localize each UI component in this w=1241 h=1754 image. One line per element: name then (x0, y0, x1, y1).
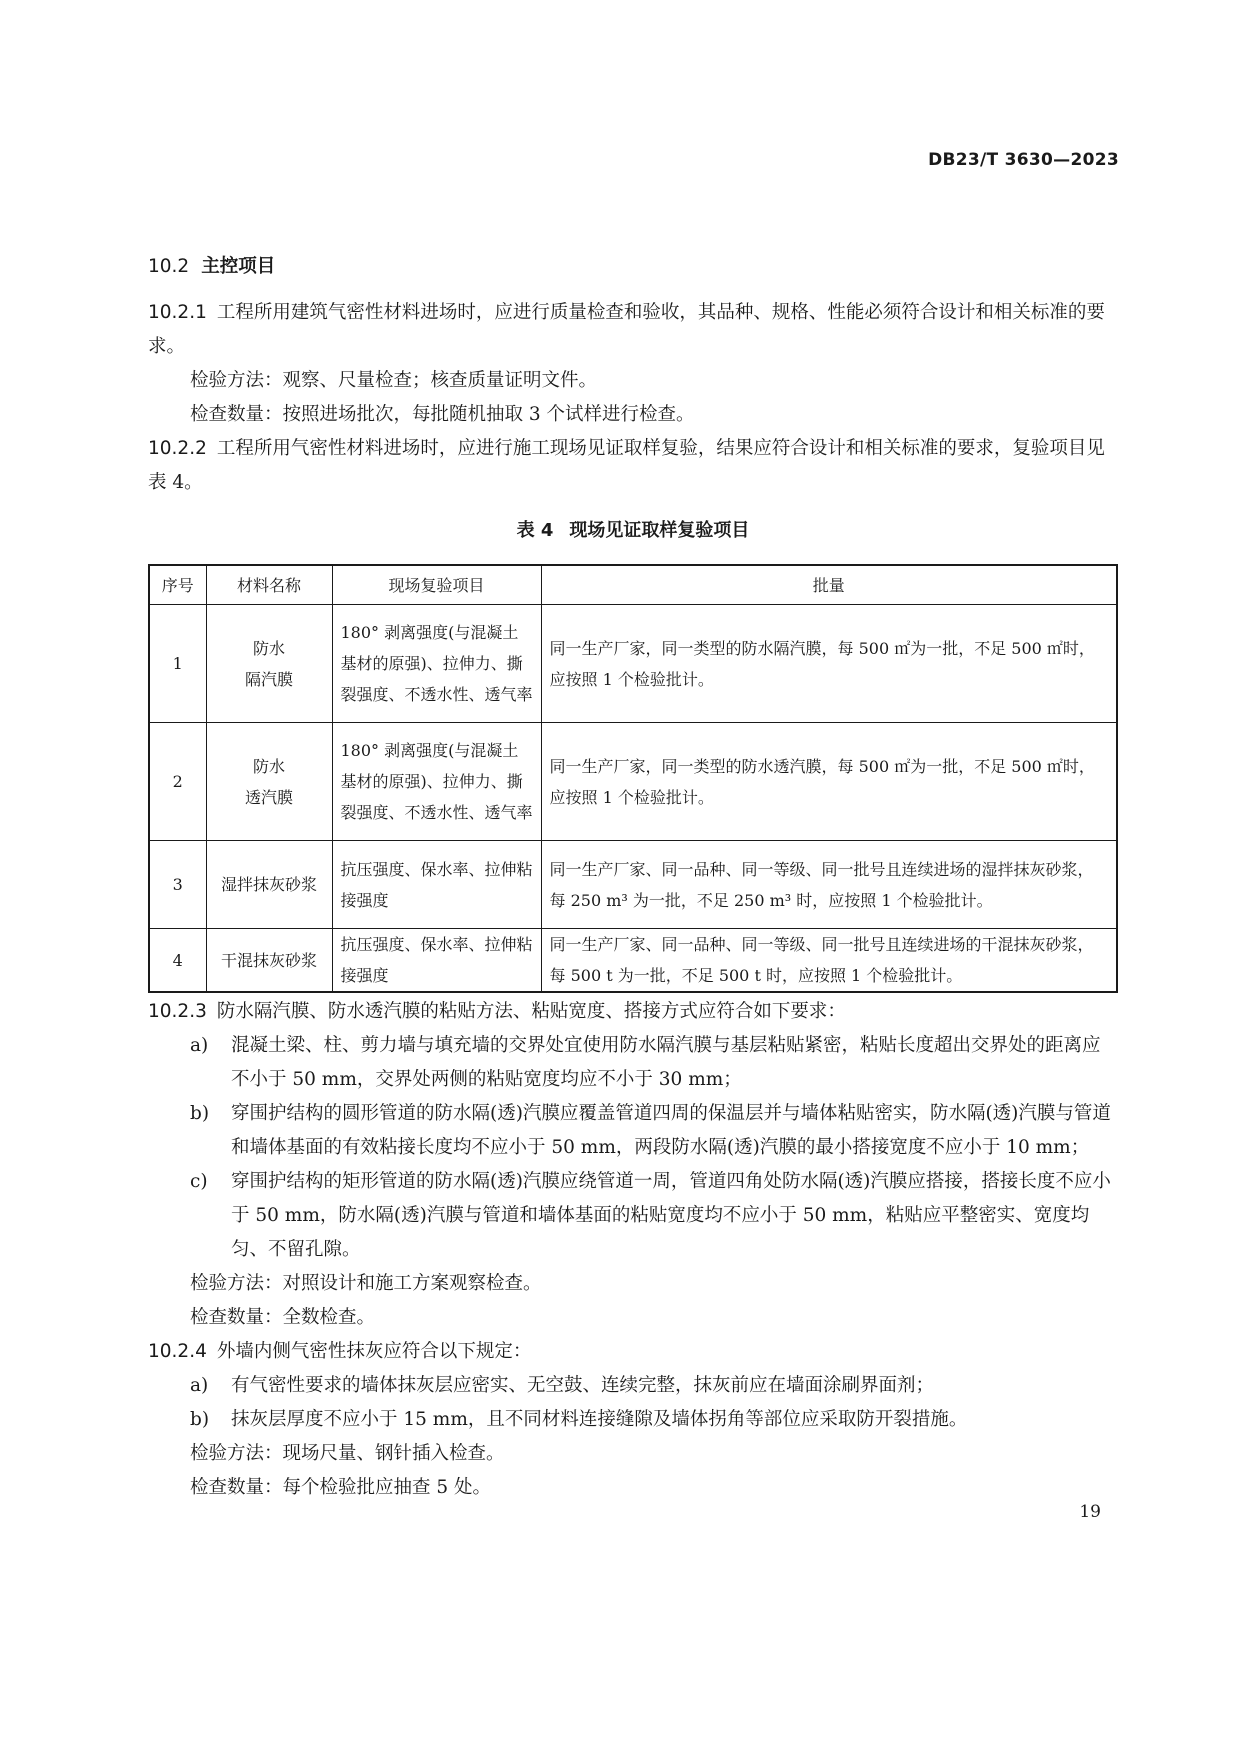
inspection-quantity: 检查数量：每个检验批应抽查 5 处。 (190, 1477, 492, 1498)
document-code: DB23/T 3630—2023 (928, 150, 1119, 170)
list-item (148, 1369, 1118, 1403)
table-row (149, 605, 1117, 723)
row-number: 4 (149, 929, 206, 993)
page-content (148, 250, 1118, 1505)
batch-rule: 同一生产厂家、同一品种、同一等级、同一批号且连续进场的干混抹灰砂浆，每 500 t 为一批，不足 500 t 时，应按照 1 个检验批计。 (541, 929, 1117, 993)
clause-number: 10.2.2 (148, 438, 207, 459)
list-item (148, 1165, 1118, 1267)
table-row (149, 723, 1117, 841)
batch-rule: 同一生产厂家，同一类型的防水隔汽膜，每 500 ㎡为一批，不足 500 ㎡时，应按照 1 个检验批计。 (541, 605, 1117, 723)
inspection-quantity: 检查数量：全数检查。 (190, 1307, 376, 1328)
retest-items-table (148, 564, 1118, 993)
row-number: 2 (149, 723, 206, 841)
list-item (148, 1029, 1118, 1097)
table-header-row (149, 565, 1117, 605)
list-marker: a) (190, 1035, 209, 1056)
section-number: 10.2 (148, 256, 190, 277)
list-marker: b) (190, 1103, 210, 1124)
clause-10-2-4 (148, 1335, 1118, 1369)
list-marker: b) (190, 1409, 210, 1430)
retest-items: 180° 剥离强度(与混凝土基材的原强)、拉伸力、撕裂强度、不透水性、透气率 (332, 723, 541, 841)
clause-10-2-1 (148, 296, 1118, 364)
list-text: 抹灰层厚度不应小于 15 mm，且不同材料连接缝隙及墙体拐角等部位应采取防开裂措施。 (231, 1409, 968, 1430)
retest-items: 抗压强度、保水率、拉伸粘接强度 (332, 929, 541, 993)
list-text: 穿围护结构的圆形管道的防水隔(透)汽膜应覆盖管道四周的保温层并与墙体粘贴密实，防水隔(透)汽膜与管道和墙体基面的有效粘接长度均不应小于 50 mm，两段防水隔(透)汽膜的最小搭接宽度不应小于 10 mm； (231, 1103, 1111, 1158)
retest-items: 抗压强度、保水率、拉伸粘接强度 (332, 841, 541, 929)
inspection-method: 检验方法：对照设计和施工方案观察检查。 (190, 1273, 542, 1294)
clause-number: 10.2.4 (148, 1341, 207, 1362)
batch-rule: 同一生产厂家，同一类型的防水透汽膜，每 500 ㎡为一批，不足 500 ㎡时，应按照 1 个检验批计。 (541, 723, 1117, 841)
clause-text: 工程所用气密性材料进场时，应进行施工现场见证取样复验，结果应符合设计和相关标准的要求，复验项目见表 4。 (148, 438, 1105, 493)
table-row (149, 841, 1117, 929)
inspection-method: 检验方法：观察、尺量检查；核查质量证明文件。 (190, 370, 598, 391)
clause-text: 工程所用建筑气密性材料进场时，应进行质量检查和验收，其品种、规格、性能必须符合设计和相关标准的要求。 (148, 302, 1105, 357)
list-marker: c) (190, 1171, 208, 1192)
list-text: 有气密性要求的墙体抹灰层应密实、无空鼓、连续完整，抹灰前应在墙面涂刷界面剂； (231, 1375, 935, 1396)
clause-10-2-3 (148, 995, 1118, 1029)
clause-text: 外墙内侧气密性抹灰应符合以下规定： (216, 1341, 532, 1362)
clause-number: 10.2.3 (148, 1001, 207, 1022)
section-heading (148, 250, 1118, 284)
material-name: 防水 隔汽膜 (206, 605, 332, 723)
header-cell: 序号 (149, 565, 206, 605)
list-marker: a) (190, 1375, 209, 1396)
page-number: 19 (1079, 1502, 1101, 1522)
clause-10-2-2 (148, 432, 1118, 500)
table-caption: 现场见证取样复验项目 (569, 520, 750, 541)
header-cell: 材料名称 (206, 565, 332, 605)
table-label: 表 4 (516, 520, 554, 541)
list-text: 穿围护结构的矩形管道的防水隔(透)汽膜应绕管道一周，管道四角处防水隔(透)汽膜应搭接，搭接长度不应小于 50 mm，防水隔(透)汽膜与管道和墙体基面的粘贴宽度均不应小于 50 mm，粘贴应平整密实、宽度均匀、不留孔隙。 (231, 1171, 1111, 1260)
list-text: 混凝土梁、柱、剪力墙与填充墙的交界处宜使用防水隔汽膜与基层粘贴紧密，粘贴长度超出交界处的距离应不小于 50 mm，交界处两侧的粘贴宽度均应不小于 30 mm； (231, 1035, 1101, 1090)
row-number: 1 (149, 605, 206, 723)
list-item (148, 1097, 1118, 1165)
header-cell: 批量 (541, 565, 1117, 605)
batch-rule: 同一生产厂家、同一品种、同一等级、同一批号且连续进场的湿拌抹灰砂浆，每 250 m³ 为一批，不足 250 m³ 时，应按照 1 个检验批计。 (541, 841, 1117, 929)
table-title (148, 514, 1118, 548)
list-item (148, 1403, 1118, 1437)
clause-text: 防水隔汽膜、防水透汽膜的粘贴方法、粘贴宽度、搭接方式应符合如下要求： (216, 1001, 846, 1022)
inspection-quantity: 检查数量：按照进场批次，每批随机抽取 3 个试样进行检查。 (190, 404, 695, 425)
material-name: 干混抹灰砂浆 (206, 929, 332, 993)
material-name: 防水 透汽膜 (206, 723, 332, 841)
header-cell: 现场复验项目 (332, 565, 541, 605)
section-title: 主控项目 (201, 256, 276, 277)
inspection-method: 检验方法：现场尺量、钢针插入检查。 (190, 1443, 505, 1464)
clause-number: 10.2.1 (148, 302, 207, 323)
row-number: 3 (149, 841, 206, 929)
retest-items: 180° 剥离强度(与混凝土基材的原强)、拉伸力、撕裂强度、不透水性、透气率 (332, 605, 541, 723)
material-name: 湿拌抹灰砂浆 (206, 841, 332, 929)
table-row (149, 929, 1117, 993)
